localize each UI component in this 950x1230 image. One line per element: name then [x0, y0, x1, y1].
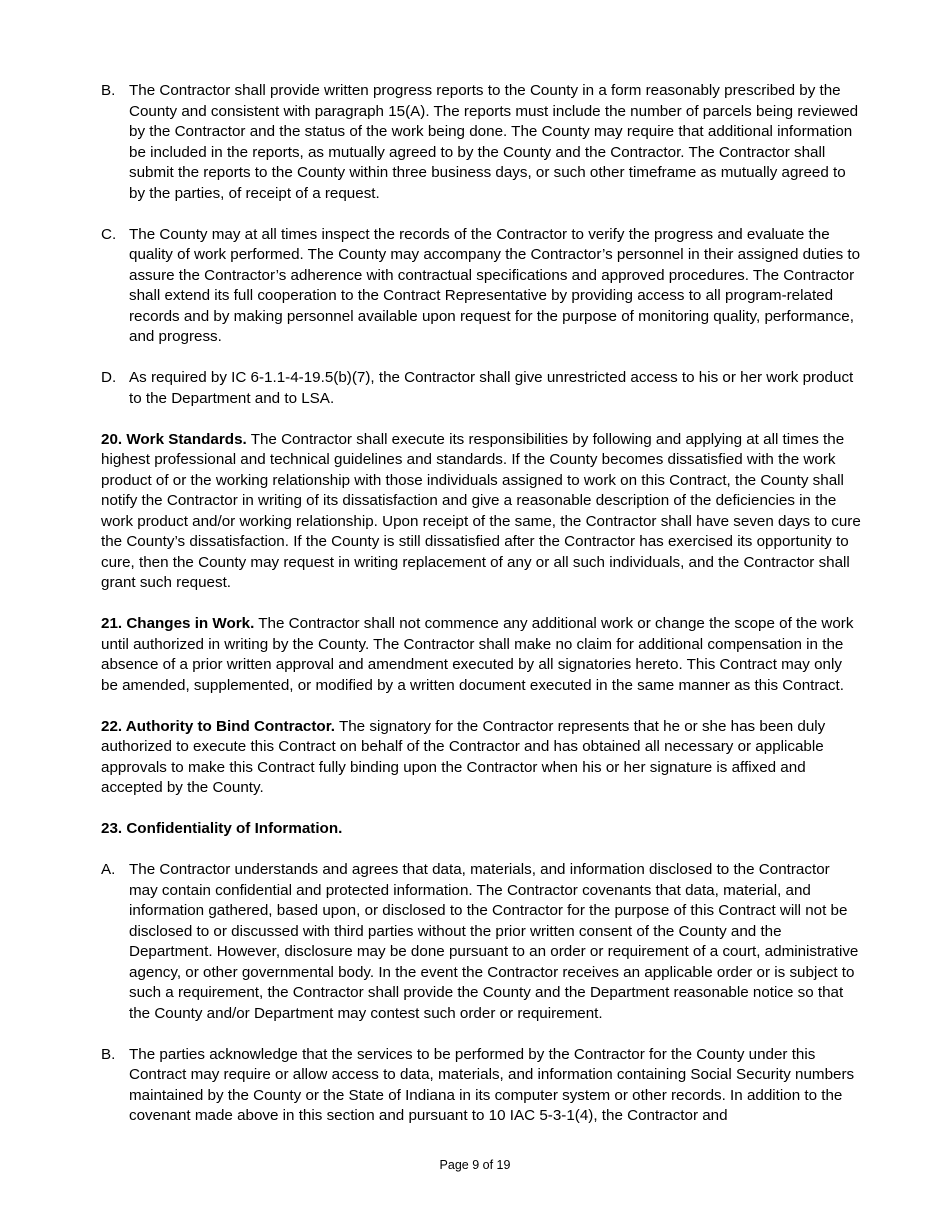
item-letter: B.: [101, 1045, 116, 1063]
list-item-23b: [101, 1045, 861, 1127]
item-letter: A.: [101, 861, 116, 878]
item-text: The parties acknowledge that the services to be performed by the Contractor for the County under this Contract may require or allow access to data, materials, and information containing Social Security numbers maintained by the County or the State of Indiana in its computer system or other records. In addition to the covenant made above in this section and pursuant to 10 IAC 5-3-1(4), the Contractor and: [129, 1045, 855, 1124]
item-letter: D.: [101, 369, 117, 386]
item-text: As required by IC 6-1.1-4-19.5(b)(7), the Contractor shall give unrestricted access to his or her work product to the Department and to LSA.: [129, 369, 854, 407]
list-item-19b: [101, 81, 861, 204]
section-heading: 21. Changes in Work.: [101, 615, 255, 632]
section-23-heading: 23. Confidentiality of Information.: [101, 820, 343, 837]
section-text: The signatory for the Contractor represents that he or she has been duly authorized to execute this Contract on behalf of the Contractor and has obtained all necessary or applicable approvals to make this Contract fully binding upon the Contractor when his or her signature is affixed and accepted by the County.: [101, 717, 826, 796]
list-item-19d: [101, 368, 861, 409]
page-number-footer: Page 9 of 19: [439, 1158, 511, 1172]
item-letter: B.: [101, 82, 116, 99]
list-item-23a: [101, 860, 861, 1024]
item-text: The County may at all times inspect the records of the Contractor to verify the progress and evaluate the quality of work performed. The County may accompany the Contractor’s personnel in their assigned duties to assure the Contractor’s adherence with contractual specifications and approved procedures. The Contractor shall extend its full cooperation to the Contract Representative by providing access to all program-related records and by making personnel available upon request for the purpose of monitoring quality, performance, and progress.: [129, 225, 861, 345]
item-letter: C.: [101, 225, 117, 243]
section-21-changes-in-work: [101, 614, 861, 696]
item-text: The Contractor shall provide written progress reports to the County in a form reasonably prescribed by the County and consistent with paragraph 15(A). The reports must include the number of parcels being reviewed by the Contractor and the status of the work being done. The County may require that additional information be included in the reports, as mutually agreed to by the County and the Contractor. The Contractor shall submit the reports to the County within three business days, or such other timeframe as mutually agreed to by the parties, of receipt of a request.: [129, 82, 859, 202]
section-text: The Contractor shall not commence any additional work or change the scope of the work until authorized in writing by the County. The Contractor shall make no claim for additional compensation in the absence of a prior written approval and amendment executed by all signatories hereto. This Contract may only be amended, supplemented, or modified by a written document executed in the same manner as this Contract.: [101, 615, 854, 694]
list-item-19c: [101, 225, 861, 348]
item-text: The Contractor understands and agrees that data, materials, and information disclosed to the Contractor may contain confidential and protected information. The Contractor covenants that data, material, and information gathered, based upon, or disclosed to the Contractor for the purpose of this Contract will not be disclosed to or discussed with third parties without the prior written consent of the County and the Department. However, disclosure may be done pursuant to an order or requirement of a court, administrative agency, or other governmental body. In the event the Contractor receives an applicable order or is subject to such a requirement, the Contractor shall provide the County and the Department reasonable notice so that the County and/or Department may contest such order or requirement.: [129, 861, 859, 1022]
section-22-authority: [101, 717, 861, 799]
section-heading: 22. Authority to Bind Contractor.: [101, 717, 336, 735]
section-heading: 20. Work Standards.: [101, 430, 247, 448]
page-content: [101, 81, 861, 1147]
section-text: The Contractor shall execute its responsibilities by following and applying at all times the highest professional and technical guidelines and standards. If the County becomes dissatisfied with the work product of or the working relationship with those individuals assigned to work on this Contract, the County shall notify the Contractor in writing of its dissatisfaction and give a reasonable description of the deficiencies in the work product and/or working relationship. Upon receipt of the same, the Contractor shall have seven days to cure the County’s dissatisfaction. If the County is still dissatisfied after the Contractor has exercised its opportunity to cure, then the County may request in writing replacement of any or all such individuals, and the Contractor shall grant such request.: [101, 430, 861, 591]
section-20-work-standards: [101, 430, 861, 594]
